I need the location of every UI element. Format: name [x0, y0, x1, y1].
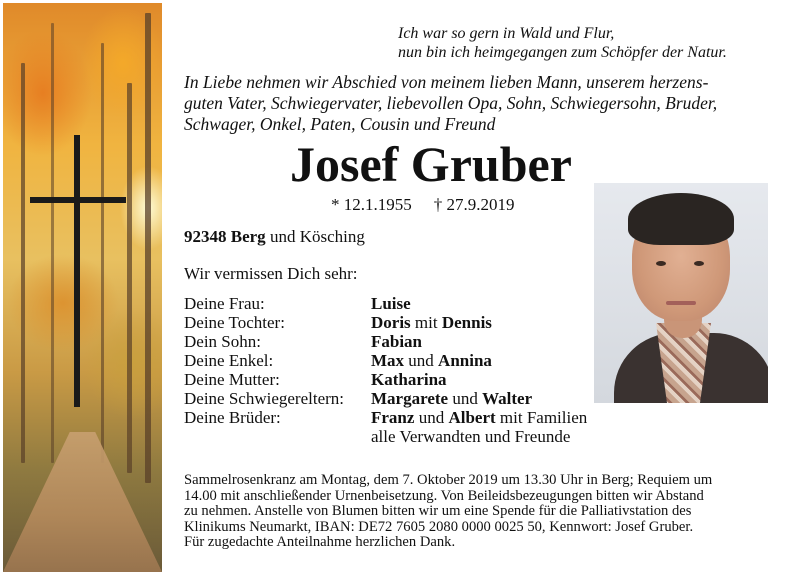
- family-relation: [184, 427, 371, 446]
- verse: [398, 24, 778, 62]
- family-member-name: Annina: [438, 351, 492, 370]
- family-names: [371, 294, 411, 313]
- family-names: [371, 351, 492, 370]
- verse-line: nun bin ich heimgegangen zum Schöpfer der Natur.: [398, 44, 727, 61]
- family-names: [371, 408, 587, 427]
- family-list: [184, 294, 634, 446]
- family-names: [371, 389, 532, 408]
- family-member-name: Fabian: [371, 332, 423, 351]
- family-row: [184, 313, 634, 332]
- family-row: [184, 370, 634, 389]
- family-connector: alle Verwandten und Freunde: [371, 427, 571, 446]
- intro-text: [184, 72, 784, 135]
- family-member-name: Doris: [371, 313, 411, 332]
- family-member-name: Albert: [448, 408, 496, 427]
- family-names: [371, 370, 447, 389]
- location-primary: 92348 Berg: [184, 227, 266, 246]
- family-member-name: Dennis: [441, 313, 492, 332]
- funeral-line: 14.00 mit anschließender Urnenbeisetzung. Von Beileidsbezeugungen bitten wir Abstand: [184, 487, 704, 504]
- family-relation: Dein Sohn:: [184, 332, 261, 351]
- intro-line: In Liebe nehmen wir Abschied von meinem lieben Mann, unserem herzens-: [184, 72, 709, 92]
- family-connector: und: [414, 408, 449, 427]
- family-connector: mit: [410, 313, 442, 332]
- family-connector: und: [404, 351, 439, 370]
- family-relation: Deine Tochter:: [184, 313, 285, 332]
- family-member-name: Franz: [371, 408, 415, 427]
- family-member-name: Margarete: [371, 389, 449, 408]
- funeral-line: Klinikums Neumarkt, IBAN: DE72 7605 2080 0000 0025 50, Kennwort: Josef Gruber.: [184, 518, 694, 535]
- death-date: † 27.9.2019: [433, 195, 515, 214]
- family-relation: Deine Frau:: [184, 294, 265, 313]
- deceased-name: Josef Gruber: [290, 136, 572, 192]
- verse-line: Ich war so gern in Wald und Flur,: [398, 25, 615, 42]
- family-relation: Deine Brüder:: [184, 408, 281, 427]
- birth-date: * 12.1.1955: [331, 195, 412, 214]
- family-row: [184, 294, 634, 313]
- cross-bar: [30, 197, 126, 203]
- family-names: [371, 427, 570, 446]
- funeral-info: [184, 473, 784, 551]
- forest-path-image: [3, 3, 162, 572]
- family-connector: und: [448, 389, 483, 408]
- family-row: [184, 427, 634, 446]
- funeral-line: Sammelrosenkranz am Montag, dem 7. Oktober 2019 um 13.30 Uhr in Berg; Requiem um: [184, 472, 713, 488]
- family-row: [184, 389, 634, 408]
- family-relation: Deine Schwiegereltern:: [184, 389, 345, 408]
- portrait-photo: [594, 183, 768, 403]
- family-names: [371, 332, 422, 351]
- family-member-name: Max: [371, 351, 405, 370]
- funeral-line: zu nehmen. Anstelle von Blumen bitten wir um eine Spende für die Palliativstation des: [184, 503, 692, 520]
- family-member-name: Walter: [482, 389, 533, 408]
- forest-path: [3, 432, 162, 572]
- family-row: [184, 408, 634, 427]
- life-dates: [331, 195, 515, 215]
- miss-text: Wir vermissen Dich sehr:: [184, 264, 358, 283]
- cross-icon: [74, 135, 80, 407]
- family-names: [371, 313, 492, 332]
- family-connector: mit Familien: [495, 408, 588, 427]
- location: [184, 227, 365, 247]
- family-member-name: Katharina: [371, 370, 447, 389]
- intro-line: Schwager, Onkel, Paten, Cousin und Freund: [184, 114, 496, 134]
- funeral-line: Für zugedachte Anteilnahme herzlichen Dank.: [184, 534, 456, 551]
- location-secondary: und Kösching: [265, 227, 365, 246]
- family-row: [184, 332, 634, 351]
- intro-line: guten Vater, Schwiegervater, liebevollen Opa, Sohn, Schwiegersohn, Bruder,: [184, 93, 718, 113]
- family-relation: Deine Mutter:: [184, 370, 280, 389]
- family-row: [184, 351, 634, 370]
- family-member-name: Luise: [371, 294, 411, 313]
- family-relation: Deine Enkel:: [184, 351, 274, 370]
